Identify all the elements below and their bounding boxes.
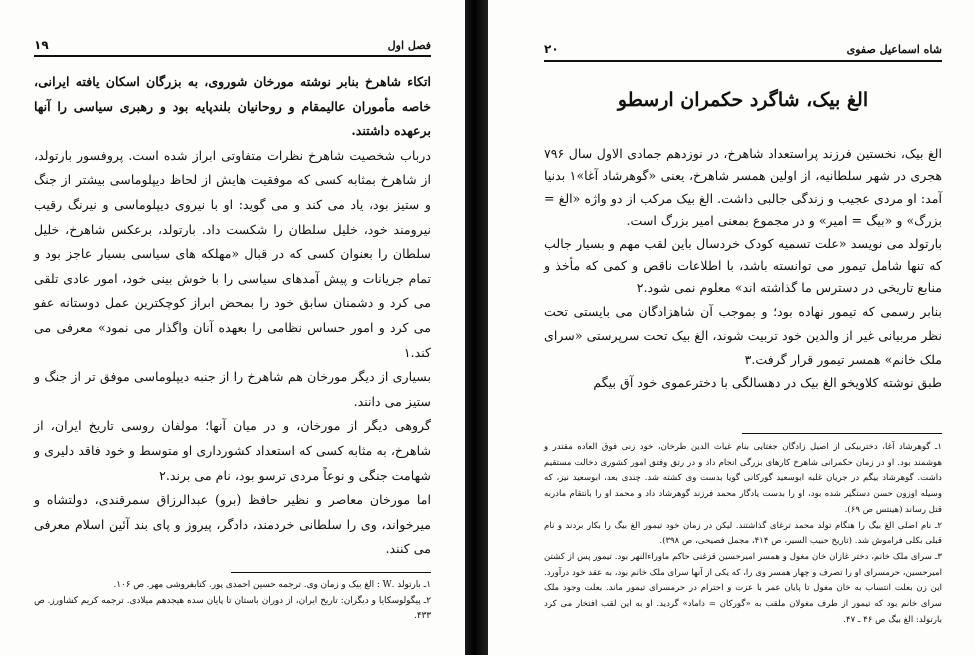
- left-page-body: [34, 70, 431, 562]
- footnote: ۲ـ نام اصلی الغ بیگ را هنگام تولد محمد ترغای گذاشتند. لیکن در زمان خود تیمور الغ بیگ را بکار بردند و نام قبلی بکلی فراموش شد. (تاریخ حبیب السیر، ص ۴۱۴، مجمل فصیحی، ص ۳۹۸).: [544, 520, 942, 547]
- left-header-title: فصل اول: [387, 39, 431, 52]
- paragraph: بسیاری از دیگر مورخان هم شاهرخ را از جنبه دیپلوماسی موفق تر از جنگ و ستیز می دانند.: [34, 369, 431, 409]
- paragraph: الغ بیک، نخستین فرزند پراستعداد شاهرخ، در نوزدهم جمادی الاول سال ۷۹۶ هجری در شهر سلطانیه، از اولین همسر شاهرخ، یعنی «گوهرشاد آغا»۱ بدنیا آمد: او مردی عجیب و زندگی جالبی داشت. الغ بیک مرکب از دو واژه «الغ = بزرگ» و «بیگ = امیر» و در مجموع بمعنی امیر بزرگ است.: [544, 146, 942, 229]
- right-page: [488, 0, 975, 655]
- footnote: ۳ـ سرای ملک خانم، دختر غازان خان مغول و همسر امیرحسین قزغنی حاکم ماوراءالنهر بود. تیمور پس از کشتن امیرحسین، حرمسرای او را تصرف و چهار همسر وی را، که یکی از آنها سرای ملک خانم بود، به عقد خود درآورد. این زن بعلت انتساب به خان مغول تا پایان عمر با عزت و احترام در حرمسرای تیمور ماند. بعلت وجود ملک سرای خانم بود که تیمور از طرف مغولان ملقب به «گورکان = داماد» گردید. او به این لقب افتخار می کرد بارتولد: الغ بیگ ص ۴۶ ـ ۴۷.: [544, 551, 942, 625]
- paragraph: اما مورخان معاصر و نظیر حافظ (برو) عبدالرزاق سمرقندی، دولتشاه و میرخواند، وی را سلطانی خردمند، دادگر، پیروز و پای بند آئین اسلام معرفی می کنند.: [34, 492, 431, 557]
- paragraph: اتکاء شاهرخ بنابر نوشته مورخان شوروی، به بزرگان اسکان یافته ایرانی، خاصه مأموران عالیمقام و روحانیان بلندپایه بود و رهبری سیاسی را آنها برعهده داشتند.: [34, 74, 431, 139]
- right-page-number: ۲۰: [544, 42, 559, 56]
- footnote: ۲ـ پیگولوسکایا و دیگران: تاریخ ایران، از دوران باستان تا پایان سده هیجدهم میلادی. ترجمه کریم کشاورز. ص ۴۳۳.: [34, 595, 431, 622]
- footnote: ۱ـ گوهرشاد آغا، دختربیکی از اصیل زادگان جغتایی بنام غیاث الدین طرخان، خود زنی فوق العاده مقتدر و هوشمند بود. او در زمان حکمرانی شاهرخ کارهای بزرگی انجام داد و در رتق وفتق امور کشوری دخالت مستقیم داشت. گوهرشاد بیگم در جریان غلبه ابوسعید گورکانی گویا بدست وی کشته شد. چندی بعد، ابوسعید نیز، که وسیله اوزون حسن دستگیر شده بود، او را بدست یادگار محمد فرزند گوهرشاد داد و محمد او را بانتقام مادربه قتل رساند (هینتس ص ۶۹).: [544, 442, 942, 515]
- right-footnote-rule: [742, 433, 942, 434]
- left-footnotes: [34, 578, 431, 625]
- left-page-number: ۱۹: [34, 38, 49, 52]
- left-header-rule: [34, 55, 431, 57]
- paragraph: بنابر رسمی که تیمور نهاده بود؛ و بموجب آن شاهزادگان می بایستی تحت نظر مربیانی غیر از والدین خود تربیت شوند، الغ بیک تحت سرپرستی «سرای ملک خانم» همسر تیمور قرار گرفت.۳: [544, 303, 942, 367]
- paragraph: طبق نوشته کلاویخو الغ بیک در دهسالگی با دخترعموی خود آق بیگم: [593, 374, 942, 390]
- chapter-heading: الغ بیک، شاگرد حکمران ارسطو: [617, 89, 869, 111]
- paragraph: بارتولد می نویسد «علت تسمیه کودک خردسال باین لقب مهم و بسیار جالب که تنها شامل تیمور می توانسته باشد، با اطلاعات ناقص و کمی که مأخذ و منابع تاریخی در دسترس ما گذاشته اند» معلوم نمی شود.۲: [544, 235, 942, 296]
- paragraph: گروهی دیگر از مورخان، و در میان آنها؛ مولفان روسی تاریخ ایران، از شاهرخ، به مثابه کسی که استعداد کشورداری او متوسط و خود فاقد دلیری و شهامت جنگی و نوعاً مردی ترسو بود، نام می برند.۲: [34, 418, 431, 483]
- footnote: ۱ـ بارتولد .W : الغ بیک و زمان وی. ترجمه حسین احمدی پور. کتابفروشی مهر. ص ۱۰۶.: [113, 580, 431, 590]
- right-header-rule: [544, 60, 942, 62]
- book-gutter: [465, 0, 488, 655]
- right-page-body: [544, 143, 942, 394]
- left-page: [0, 0, 465, 655]
- right-page-header: [544, 42, 942, 56]
- right-footnotes: [544, 440, 942, 628]
- left-page-header: [34, 38, 431, 52]
- right-header-title: شاه اسماعیل صفوی: [846, 43, 942, 56]
- paragraph: درباب شخصیت شاهرخ نظرات متفاوتی ابراز شده است. پروفسور بارتولد، از شاهرخ بمثابه کسی که موفقیت هایش از لحاظ دیپلوماسی بیشتر از جنگ و ستیز بود، یاد می کند و می گوید: او با نیروی دیپلوماسی و نیرنگ رقیب نیرومند خود، خلیل سلطان را شکست داد. بارتولد، برعکس شاهرخ، خلیل سلطان را بعنوان کسی که در قبال «مهلکه های سیاسی بسیار عاجز بود و تمام جریانات و پیش آمدهای سیاسی را با خوش بینی خود، امور عادی تلقی می کرد و دشمنان سابق خود را بمحض ابراز کوچکترین عمل دوستانه عفو می کرد و امور حساس نظامی را بعهده آنان واگذار می نمود» معرفی می کند.۱: [34, 147, 431, 360]
- left-footnote-rule: [231, 572, 431, 573]
